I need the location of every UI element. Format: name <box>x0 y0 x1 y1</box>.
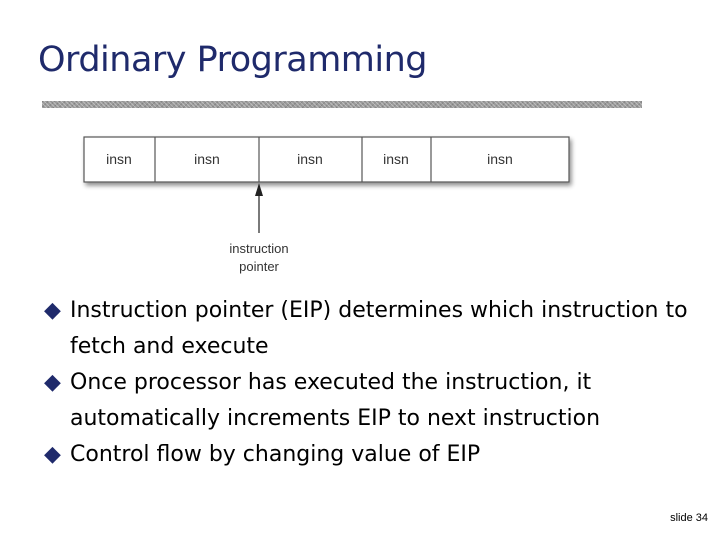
diamond-bullet-icon: ◆ <box>44 370 61 395</box>
bullet-item <box>44 437 704 473</box>
diamond-bullet-icon: ◆ <box>44 442 61 467</box>
bullet-item <box>44 293 704 365</box>
slide-title: Ordinary Programming <box>38 40 428 80</box>
bullet-text: Instruction pointer (EIP) determines which instruction to fetch and execute <box>70 298 688 359</box>
insn-cell-4: insn <box>383 151 409 167</box>
bullet-list <box>44 293 704 473</box>
bullet-text: Control flow by changing value of EIP <box>70 442 481 467</box>
pointer-arrow-icon <box>255 183 263 196</box>
insn-cell-5: insn <box>487 151 513 167</box>
diamond-bullet-icon: ◆ <box>44 298 61 323</box>
pointer-label-line1: instruction <box>229 241 289 256</box>
insn-cell-3: insn <box>297 151 323 167</box>
bullet-text: Once processor has executed the instruction, it automatically increments EIP to next instruction <box>70 370 601 431</box>
insn-cell-2: insn <box>194 151 220 167</box>
slide-number: slide 34 <box>670 512 708 524</box>
insn-cell-1: insn <box>106 151 132 167</box>
bullet-item <box>44 365 704 437</box>
pointer-label-line2: pointer <box>239 259 279 274</box>
